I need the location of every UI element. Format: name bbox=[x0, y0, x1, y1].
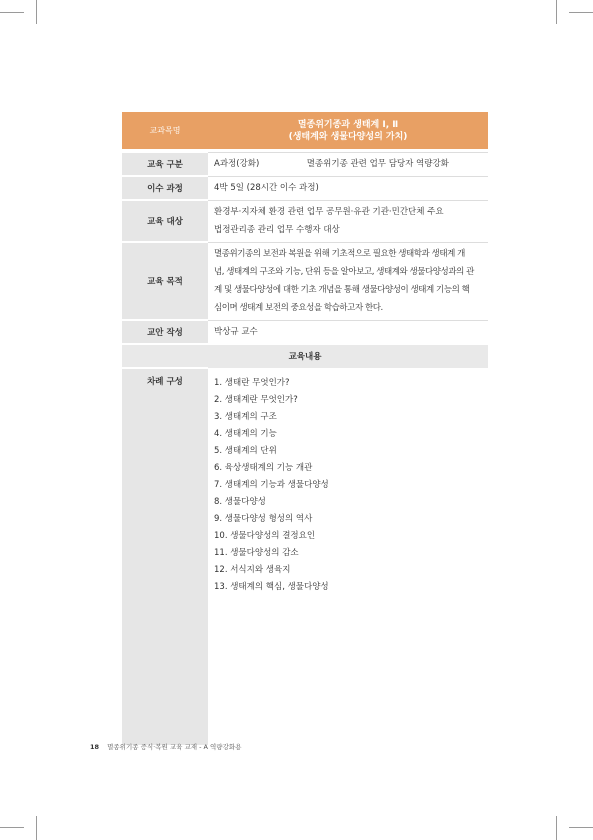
author-value: 박상규 교수 bbox=[208, 320, 488, 344]
toc-label: 차례 구성 bbox=[122, 368, 208, 745]
purpose-line2: 념, 생태계의 구조와 기능, 단위 등을 알아보고, 생태계와 생물다양성과의 관 bbox=[214, 267, 474, 277]
course-title-line2: (생태계와 생물다양성의 가치) bbox=[288, 131, 408, 142]
content-section-title: 교육내용 bbox=[122, 344, 488, 368]
crop-mark bbox=[0, 827, 24, 828]
category-value bbox=[208, 152, 488, 176]
purpose-line4: 심이며 생태계 보전의 중요성을 학습하고자 한다. bbox=[214, 303, 383, 313]
toc-item: 11. 생물다양성의 감소 bbox=[214, 548, 299, 558]
toc-item: 9. 생물다양성 형성의 역사 bbox=[214, 514, 313, 524]
purpose-value bbox=[208, 242, 488, 320]
purpose-line1: 멸종위기종의 보전과 복원을 위해 기초적으로 필요한 생태학과 생태계 개 bbox=[214, 249, 465, 259]
target-value bbox=[208, 200, 488, 242]
crop-mark bbox=[569, 12, 593, 13]
duration-value: 4박 5일 (28시간 이수 과정) bbox=[208, 176, 488, 200]
course-table bbox=[122, 112, 488, 745]
target-line2: 법정관리종 관리 업무 수행자 대상 bbox=[214, 225, 340, 235]
purpose-row bbox=[122, 242, 488, 320]
duration-label: 이수 과정 bbox=[122, 176, 208, 200]
toc-item: 10. 생물다양성의 결정요인 bbox=[214, 531, 316, 541]
category-value-detail: 멸종위기종 관련 업무 담당자 역량강화 bbox=[306, 159, 449, 169]
author-row bbox=[122, 320, 488, 344]
crop-mark bbox=[556, 0, 557, 24]
toc-item: 2. 생태계란 무엇인가? bbox=[214, 395, 298, 405]
toc-item: 13. 생태계의 핵심, 생물다양성 bbox=[214, 582, 329, 592]
crop-mark bbox=[556, 816, 557, 840]
toc-list bbox=[208, 368, 488, 745]
toc-item: 12. 서식지와 생육지 bbox=[214, 565, 291, 575]
purpose-label: 교육 목적 bbox=[122, 242, 208, 320]
toc-item: 4. 생태계의 기능 bbox=[214, 429, 277, 439]
toc-item: 7. 생태계의 기능과 생물다양성 bbox=[214, 480, 329, 490]
category-row bbox=[122, 152, 488, 176]
footer-text: 멸종위기종 증식·복원 교육 교재 - A 역량강화용 bbox=[107, 743, 242, 751]
toc-item: 3. 생태계의 구조 bbox=[214, 412, 277, 422]
crop-mark bbox=[36, 0, 37, 24]
toc-item: 8. 생물다양성 bbox=[214, 497, 266, 507]
target-row bbox=[122, 200, 488, 242]
page-footer bbox=[90, 742, 241, 751]
toc-item: 6. 육상생태계의 기능 개관 bbox=[214, 463, 313, 473]
purpose-line3: 계 및 생물다양성에 대한 기초 개념을 통해 생물다양성이 생태계 기능의 핵 bbox=[214, 285, 470, 295]
crop-mark bbox=[36, 816, 37, 840]
content-section-row bbox=[122, 344, 488, 368]
category-value-main: A과정(강화) bbox=[214, 159, 260, 169]
toc-item: 1. 생태란 무엇인가? bbox=[214, 378, 290, 388]
toc-item: 5. 생태계의 단위 bbox=[214, 446, 277, 456]
course-title bbox=[208, 112, 488, 149]
course-header-row bbox=[122, 112, 488, 149]
author-label: 교안 작성 bbox=[122, 320, 208, 344]
category-label: 교육 구분 bbox=[122, 152, 208, 176]
crop-mark bbox=[0, 12, 24, 13]
course-header-label: 교과목명 bbox=[122, 112, 208, 149]
course-title-line1: 멸종위기종과 생태계 Ⅰ, Ⅱ bbox=[297, 119, 399, 130]
toc-row bbox=[122, 368, 488, 745]
target-line1: 환경부·지자체 환경 관련 업무 공무원·유관 기관·민간단체 주요 bbox=[214, 207, 444, 217]
page-number: 18 bbox=[90, 743, 100, 751]
target-label: 교육 대상 bbox=[122, 200, 208, 242]
duration-row bbox=[122, 176, 488, 200]
crop-mark bbox=[569, 827, 593, 828]
